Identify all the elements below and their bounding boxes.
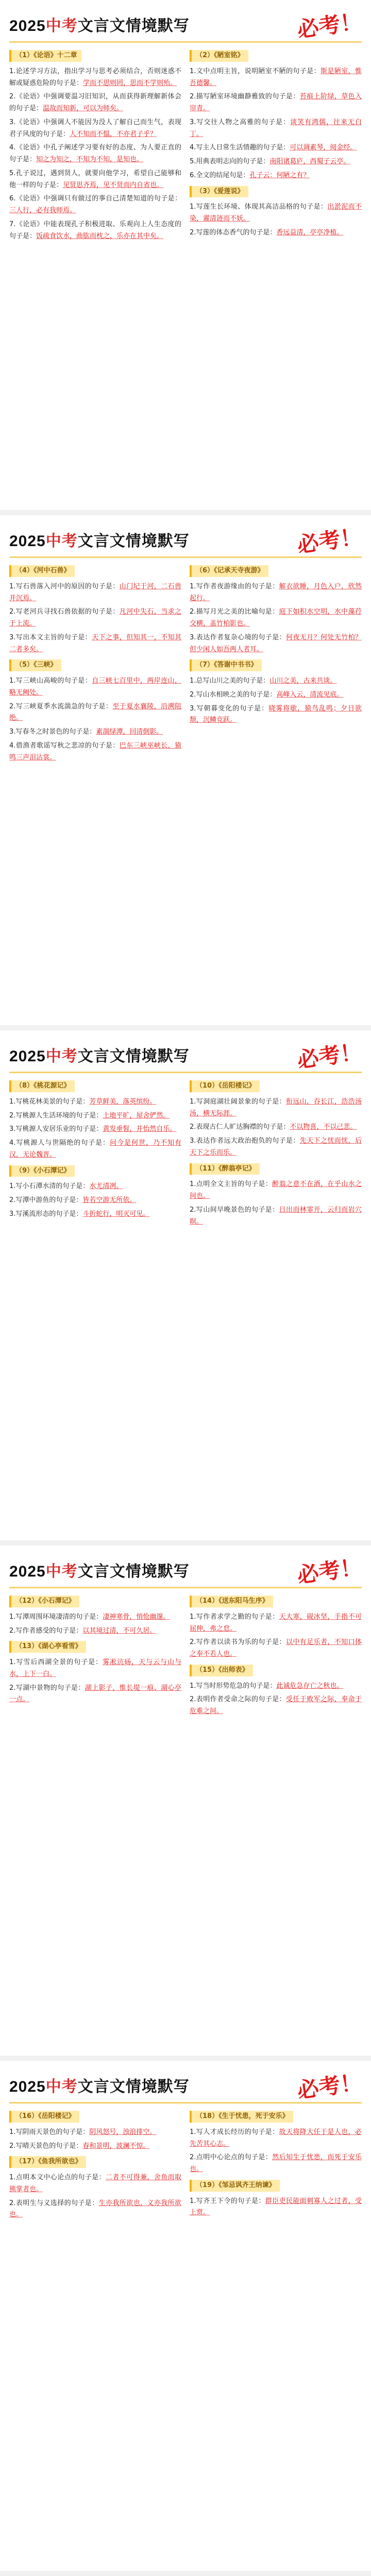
question-item [190,2127,362,2150]
answer-text: 然后知生于忧患，而死于安乐也。 [190,2154,362,2173]
must-test-stamp: 必考！ [295,2069,364,2104]
columns [9,2109,362,2557]
question-text: 1.总写山川之美的句子是： [190,677,270,685]
answer-text: 人不知而不愠，不亦君子乎？ [70,130,157,138]
question-item [9,1181,181,1193]
question-text: 1.写当时形势危急的句子是： [190,1682,277,1690]
question-item [190,1694,362,1718]
question-text: 4.写桃源人与世隔绝的句子是： [9,1139,110,1147]
question-item [9,581,181,605]
page-title [9,13,190,36]
question-item [190,1681,362,1692]
must-test-stamp: 必考！ [295,1039,364,1073]
question-item [9,701,181,725]
title-year: 2025 [9,1563,46,1580]
poster-page [0,2061,371,2576]
section-title: （3）《爱莲说》 [190,186,248,198]
poster-page [0,1546,371,2061]
question-text: 2.点明中心论点的句子是： [190,2154,273,2162]
title-rest: 文言文情境默写 [77,1047,190,1065]
question-text: 1.写洞庭湖壮阔景象的句子是： [190,1097,286,1106]
question-text: 1.论述学习方法，指出学习与思考必须结合，否则迷惑不解或疑惑危险的句子是： [9,67,181,87]
question-item [9,91,181,115]
question-item [190,2152,362,2176]
question-item [190,142,362,154]
question-text: 2.写山间早晚景色的句子是： [190,1206,279,1214]
answer-text: 黄发垂髫，并怡然自乐。 [103,1125,177,1133]
question-text: 2.《论语》中强调要温习旧知识，从而获得新理解新体会的句子是： [9,93,181,112]
question-text: 3.写朝暮变化的句子是： [190,704,269,713]
question-text: 1.点明本文中心论点的句子是： [9,2174,106,2181]
question-item [9,1657,181,1681]
left-column [9,563,181,1011]
question-item [9,2127,181,2139]
question-text: 2.写作者感受的句子是： [9,1626,83,1635]
title-highlight: 中考 [45,1047,78,1065]
question-item [190,632,362,656]
answer-text: 自三峡七百里中，两岸连山，略无阙处。 [9,677,181,697]
question-item [190,689,362,701]
question-text: 7.《论语》中能表现孔子积极进取、乐观向上人生态度的句子是： [9,220,181,240]
left-column [9,1594,181,2042]
answer-text: 香远益清，亭亭净植。 [276,228,344,236]
question-text: 2.写湖中景物的句子是： [9,1684,85,1692]
question-item [190,2196,362,2219]
question-text: 1.写石兽落入河中的原因的句子是： [9,582,120,590]
answer-text: 水尤清冽。 [89,1182,123,1191]
answer-text: 二者不可得兼，舍鱼而取熊掌者也。 [9,2174,181,2193]
answer-text: 见贤思齐焉，见不贤而内自省也。 [63,181,164,189]
answer-text: 谈笑有鸿儒，往来无白丁。 [190,118,362,138]
question-text: 6.《论语》中强调只有做过的事自己清楚知道的句子是： [9,195,181,203]
question-text: 2.表明作者受命之际的句子是： [190,1696,286,1704]
poster-page [0,515,371,1030]
section-title: （9）《小石潭记》 [9,1165,75,1177]
answer-text: 土地平旷，屋舍俨然。 [103,1111,170,1120]
question-item [9,66,181,90]
answer-text: 高峰入云，清流见底。 [276,690,344,699]
page-title [9,1558,190,1581]
question-text: 4.《论语》中孔子阐述学习要有好的态度、为人要正直的句子是： [9,144,181,163]
question-text: 2.写作者以读书为乐的句子是： [190,1638,286,1647]
answer-text: 三人行，必有我师焉。 [9,207,77,214]
answer-text: 不以物喜，不以己悲。 [290,1123,357,1131]
answer-text: 斗折蛇行，明灭可见。 [82,1210,150,1218]
section-title: （14）《送东阳马生序》 [190,1596,273,1607]
answer-text: 受任于败军之际，奉命于危难之间。 [190,1696,362,1715]
poster-page [0,1030,371,1546]
question-item [190,1096,362,1120]
question-text: 2.写晴天景色的句子是： [9,2142,83,2150]
answer-text: 凄神寒骨，悄怆幽邃。 [103,1613,170,1621]
answer-text: 孔子云：何陋之有？ [249,171,310,179]
poster-page [0,0,371,515]
answer-text: 群臣吏民能面刺寡人之过者，受上赏。 [190,2197,362,2217]
answer-text: 可以调素琴，阅金经。 [290,144,357,152]
question-text: 3.表达作者远大政治抱负的句子是： [190,1137,300,1145]
title-highlight: 中考 [45,2078,78,2096]
title-year: 2025 [9,2078,46,2095]
question-text: 1.写齐王下令的句子是： [190,2197,265,2205]
title-rest: 文言文情境默写 [77,2078,190,2096]
section-title: （12）《小石潭记》 [9,1596,79,1607]
question-item [190,1205,362,1228]
question-text: 1.写桃花林美景的句子是： [9,1097,90,1106]
right-column [190,1078,362,1527]
answer-text: 先天下之忧而忧，后天下之乐而乐。 [190,1137,362,1157]
section-title: （17）《鱼我所欲也》 [9,2156,86,2168]
question-text: 2.写莲的体态香气的句子是： [190,228,277,236]
right-column [190,1594,362,2042]
question-item [190,156,362,168]
question-text: 5.用典表明志向的句子是： [190,158,270,165]
question-text: 2.表现古仁人旷达胸襟的句子是： [190,1123,290,1131]
title-highlight: 中考 [45,532,78,550]
question-text: 3.表达作者复杂心境的句子是： [190,633,286,641]
answer-text: 温故而知新，可以为师矣。 [43,105,124,112]
question-item [9,193,181,217]
question-text: 2.描写陋室环境幽静雅致的句子是： [190,93,300,101]
section-title: （11）《醉翁亭记》 [190,1163,260,1175]
question-item [9,606,181,630]
question-text: 1.写作者求学之勤的句子是： [190,1613,279,1621]
answer-text: 凡河中失石，当求之于上流。 [9,608,181,628]
question-item [190,170,362,182]
answer-text: 衔远山，吞长江，浩浩汤汤，横无际涯。 [190,1097,362,1117]
question-text: 5.孔子说过，遇到贤人，就要向他学习，希望自己能够和他一样的句子是： [9,169,181,189]
section-title: （18）《生于忧患，死于安乐》 [190,2111,293,2123]
must-test-stamp: 必考！ [295,8,364,43]
answer-text: 南阳诸葛庐，西蜀子云亭。 [269,158,350,165]
title-rest: 文言文情境默写 [77,17,190,35]
answer-text: 以其境过清，不可久居。 [82,1626,157,1635]
question-text: 2.写桃源人生活环境的句子是： [9,1111,103,1120]
section-title: （4）《河中石兽》 [9,565,75,577]
question-item [190,675,362,687]
answer-text: 出淤泥而不染，濯清涟而不妖。 [190,203,362,223]
question-text: 6.全文的结尾句是： [190,171,250,179]
question-item [190,1179,362,1202]
right-column [190,2109,362,2557]
question-item [190,581,362,605]
answer-text: 饭疏食饮水，曲肱而枕之，乐亦在其中矣。 [36,232,164,240]
answer-text: 素湍绿潭，回清倒影。 [96,728,163,736]
answer-text: 解衣欲睡，月色入户，欣然起行。 [190,582,362,602]
answer-text: 问今是何世，乃不知有汉，无论魏晋。 [9,1139,181,1159]
question-text: 3.《论语》中强调人不能因为没人了解自己而生气，表现君子风度的句子是： [9,118,181,138]
answer-text: 至于夏水襄陵，沿溯阻绝。 [9,702,181,722]
title-bar [9,7,362,43]
answer-text: 以中有足乐者，不知口体之奉不若人也。 [190,1638,362,1658]
title-highlight: 中考 [45,1563,78,1581]
answer-text: 生亦我所欲也，义亦我所欲也。 [9,2199,181,2219]
question-text: 1.写潭周围环境凄清的句子是： [9,1613,103,1621]
answer-text: 此诚危急存亡之秋也。 [276,1682,344,1690]
title-year: 2025 [9,533,46,550]
question-text: 4.借渔者歌谣写秋之悲凉的句子是： [9,741,120,750]
title-year: 2025 [9,18,46,35]
question-text: 3.写交往人物之高雅的句子是： [190,118,291,126]
question-text: 1.写阴雨天景色的句子是： [9,2128,90,2136]
title-rest: 文言文情境默写 [77,532,190,550]
title-bar [9,1038,362,1073]
answer-text: 庭下如积水空明，水中藻荇交横，盖竹柏影也。 [190,608,362,628]
question-item [9,117,181,141]
question-item [9,1683,181,1706]
question-item [9,1195,181,1207]
section-title: （8）《桃花源记》 [9,1080,75,1092]
question-item [9,632,181,656]
page-title [9,2074,190,2096]
question-item [190,117,362,141]
section-title: （6）《记承天寺夜游》 [190,565,268,577]
answer-text: 苔痕上阶绿，草色入帘青。 [190,93,362,112]
title-year: 2025 [9,1048,46,1065]
question-text: 2.写潭中游鱼的句子是： [9,1196,83,1204]
question-text: 3.写春冬之时景色的句子是： [9,728,96,736]
columns [9,48,362,496]
question-item [9,1625,181,1637]
left-column [9,1078,181,1527]
columns [9,1594,362,2042]
question-text: 4.写主人日常生活情趣的句子是： [190,144,290,152]
question-item [9,1124,181,1136]
question-item [190,703,362,727]
question-item [190,1612,362,1635]
answer-text: 斯是陋室，惟吾德馨。 [190,67,362,87]
section-title: （1）《论语》十二章 [9,50,81,62]
section-title: （7）《答谢中书书》 [190,659,262,671]
answer-text: 学而不思则罔，思而不学则殆。 [83,79,177,87]
question-item [9,1138,181,1161]
question-item [190,1136,362,1159]
title-bar [9,1553,362,1588]
question-item [190,606,362,630]
columns [9,1078,362,1527]
question-item [9,142,181,166]
answer-text: 芳草鲜美，落英缤纷。 [89,1097,157,1106]
section-title: （13）《湖心亭看雪》 [9,1641,86,1653]
section-title: （10）《岳阳楼记》 [190,1080,260,1092]
page-title [9,1043,190,1066]
question-item [9,740,181,764]
question-text: 3.写溪流形态的句子是： [9,1210,83,1218]
answer-text: 雾凇沆砀，天与云与山与水，上下一白。 [9,1658,181,1678]
right-column [190,48,362,496]
question-item [9,168,181,192]
answer-text: 阴风怒号，浊浪排空。 [89,2128,157,2136]
answer-text: 巴东三峡巫峡长，猿鸣三声泪沾裳。 [9,741,181,761]
question-text: 3.写出本文主旨的句子是： [9,633,92,641]
question-text: 2.写山水相映之美的句子是： [190,690,277,699]
question-item [9,1096,181,1108]
answer-text: 春和景明，波澜不惊。 [82,2142,150,2150]
question-item [9,726,181,738]
question-text: 1.写莲生长环境、体现其高洁品格的句子是： [190,203,328,211]
answer-text: 皆若空游无所依。 [82,1196,137,1204]
question-item [9,1209,181,1221]
answer-text: 知之为知之，不知为不知，是知也。 [36,156,144,163]
title-bar [9,2068,362,2104]
question-item [190,201,362,225]
section-title: （15）《出师表》 [190,1665,253,1676]
question-text: 1.写作者夜游缘由的句子是： [190,582,279,590]
columns [9,563,362,1011]
title-highlight: 中考 [45,17,78,35]
question-item [190,227,362,239]
must-test-stamp: 必考！ [295,523,364,558]
page-title [9,528,190,551]
question-text: 2.表明生与义选择的句子是： [9,2199,99,2207]
question-item [190,1637,362,1660]
question-text: 1.写人才成长经历的句子是： [190,2128,279,2136]
section-title: （19）《邹忌讽齐王纳谏》 [190,2180,280,2192]
answer-text: 醉翁之意不在酒，在乎山水之间也。 [190,1180,362,1200]
question-text: 2.写三峡夏季水流湍急的句子是： [9,702,113,710]
must-test-stamp: 必考！ [295,1554,364,1588]
title-bar [9,522,362,558]
question-item [9,2141,181,2153]
answer-text: 日出而林霏开，云归而岩穴暝。 [190,1206,362,1226]
left-column [9,48,181,496]
section-title: （16）《岳阳楼记》 [9,2111,79,2123]
question-item [190,91,362,115]
answer-text: 天下之事，但知其一，不知其二者多矣。 [9,633,181,653]
question-text: 1.写雪后西湖全景的句子是： [9,1658,103,1666]
question-text: 2.写老河兵寻找石兽依据的句子是： [9,608,120,616]
question-item [9,2198,181,2222]
question-item [9,675,181,699]
answer-text: 晓雾将歇，猿鸟乱鸣；夕日欲颓，沉鳞竞跃。 [190,704,362,724]
question-text: 1.点明全文主旨的句子是： [190,1180,273,1189]
question-item [190,1122,362,1133]
question-text: 3.写桃源人安居乐业的句子是： [9,1125,103,1133]
answer-text: 山川之美，古来共谈。 [269,677,337,685]
question-item [9,219,181,243]
question-text: 1.文中点明主旨，说明陋室不陋的句子是： [190,67,321,75]
question-item [9,2172,181,2196]
answer-text: 山门圮于河，二石兽并沉焉。 [9,582,181,602]
answer-text: 故天将降大任于是人也，必先苦其心志。 [190,2128,362,2148]
question-item [190,66,362,90]
right-column [190,563,362,1011]
section-title: （2）《陋室铭》 [190,50,248,62]
question-text: 1.写小石潭水清的句子是： [9,1182,90,1191]
section-title: （5）《三峡》 [9,659,61,671]
answer-text: 湖上影子，惟长堤一痕、湖心亭一点。 [9,1684,181,1704]
answer-text: 何夜无月？何处无竹柏？但少闲人如吾两人者耳。 [190,633,362,653]
question-item [9,1110,181,1122]
question-text: 2.描写月光之美的比喻句是： [190,608,279,616]
question-text: 1.写三峡山高峻的句子是： [9,677,92,685]
question-item [9,1612,181,1623]
answer-text: 天大寒，砚冰坚，手指不可屈伸，弗之怠。 [190,1613,362,1633]
title-rest: 文言文情境默写 [77,1563,190,1581]
left-column [9,2109,181,2557]
